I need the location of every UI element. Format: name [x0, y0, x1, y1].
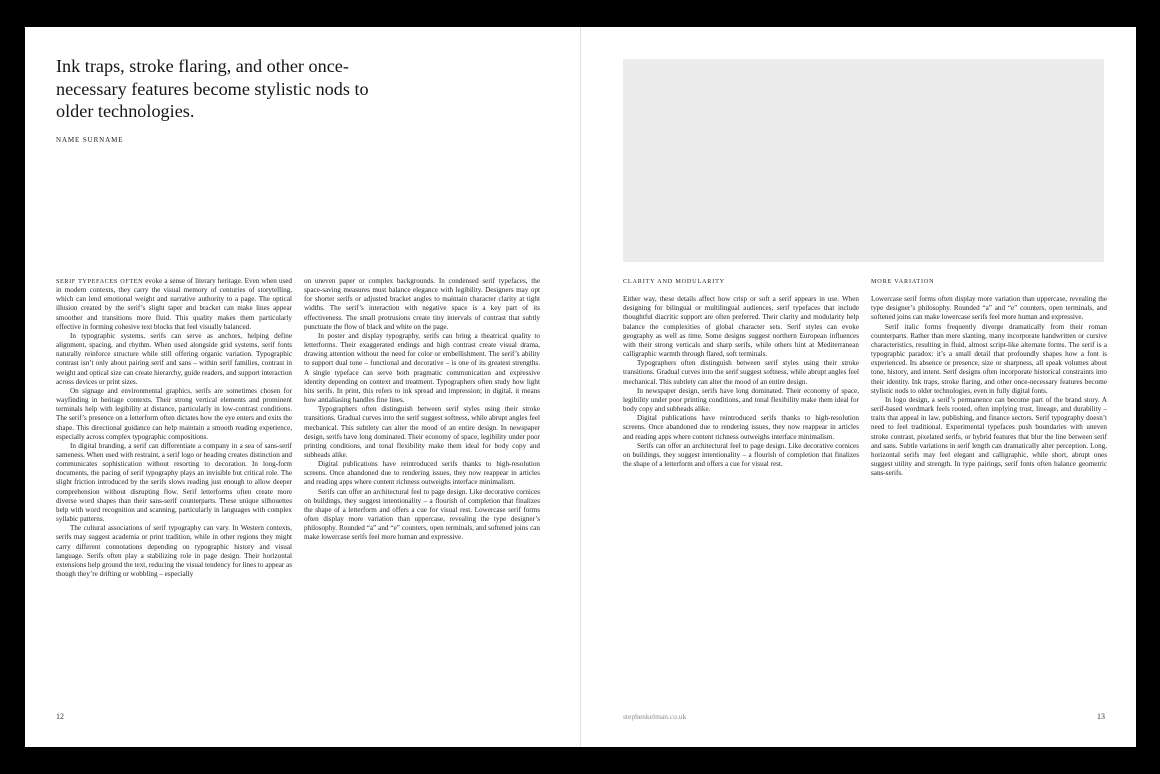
- paragraph: Serifs can offer an architectural feel to page design. Like decorative cornices on buildings, they suggest intentionality – a flourish of completion that finalizes the shape of a letterform and offers a cue for visual rest. Lowercase serif forms often display more variation than uppercase, revealing the type designer’s philosophy. Rounded “a” and “e” counters, open terminals, and softened joins can make lowercase serifs feel more human and expressive.: [304, 487, 540, 542]
- paragraph: Either way, these details affect how crisp or soft a serif appears in use. When designing for bilingual or multilingual audiences, serif typefaces that include thoughtful diacritic support are often preferred. Their clarity and modularity help balance the complexities of global character sets. Serif styles can evoke geography as well as time. Some designs suggest northern European influences with their strong verticals and sharp serifs, while others hint at Mediterranean calligraphic warmth through flared, soft terminals.: [623, 295, 859, 359]
- paragraph: [56, 277, 292, 332]
- paragraph: In typographic systems, serifs can serve as anchors, helping define alignment, spacing, and rhythm. When used alongside grid systems, serif fonts naturally reinforce structure while still offering organic variation. Typographic contrast isn’t only about pairing serif and sans – within serif families, contrast in weight and optical size can create hierarchy, guide readers, and support interaction across devices or print sizes.: [56, 331, 292, 386]
- body-column-1: [56, 277, 292, 579]
- body-column-4: [871, 277, 1107, 478]
- paragraph: Typographers often distinguish between serif styles using their stroke transitions. Gradual curves into the serif suggest softness, while abrupt angles feel mechanical. This subtlety can alter the mood of an entire design.: [623, 359, 859, 386]
- site-url: stephenkelman.co.uk: [623, 712, 687, 721]
- paragraph: The cultural associations of serif typography can vary. In Western contexts, serifs may suggest academia or print tradition, while in other regions they might carry different connotations depending on typographic history and visual language. Serifs often play a stabilizing role in page design. Their horizontal extensions help ground the text, reducing the visual tendency for lines to appear as though they’re drifting or wobbling – especially: [56, 524, 292, 578]
- paragraph: On signage and environmental graphics, serifs are sometimes chosen for wayfinding in heritage contexts. Their strong vertical elements and prominent terminals help with legibility at distance, particularly in low-contrast conditions. The serif’s presence on a letterform often dictates how the eye enters and exits the shape. This directional guidance can help maintain a smooth reading experience, especially across complex typographic compositions.: [56, 386, 292, 441]
- section-heading: MORE VARIATION: [871, 278, 935, 285]
- paragraph: Serifs can offer an architectural feel to page design. Like decorative cornices on buildings, they suggest intentionality – a flourish of completion that finalizes the shape of a letterform and offers a cue for visual rest.: [623, 441, 859, 468]
- paragraph: In newspaper design, serifs have long dominated. Their economy of space, legibility under poor printing conditions, and tonal flexibility make them ideal for body copy and subheads alike.: [623, 386, 859, 414]
- lead-in: SERIF TYPEFACES OFTEN: [56, 278, 144, 285]
- paragraph: In logo design, a serif’s permanence can become part of the brand story. A serif-based wordmark feels rooted, often implying trust, lineage, and durability – traits that appeal in law, publishing, and finance sectors. Serif typography doesn’t need to feel traditional. Experimental typefaces push boundaries with uneven stroke contrast, pixelated serifs, or hybrid features that blur the line between serif and sans. Subtle variations in serif length can dramatically alter perception. Long, horizontal serifs may feel elegant and calligraphic, while short, abrupt ones suggest utility and strength. In type pairings, serif fonts often balance geometric sans-serifs.: [871, 395, 1107, 478]
- paragraph-text: evoke a sense of literary heritage. Even when used in modern contexts, they carry the visual memory of centuries of storytelling, which can lend emotional weight and narrative authority to a page. The optical illusion created by the serif’s slight taper and bracket can make lines appear smoother and transitions more fluid. This quality makes them particularly effective in forming cohesive text blocks that feel visually balanced.: [56, 277, 292, 331]
- paragraph: Lowercase serif forms often display more variation than uppercase, revealing the type designer’s philosophy. Rounded “a” and “e” counters, open terminals, and softened joins can make lowercase serifs feel more human and expressive.: [871, 295, 1107, 322]
- headline: Ink traps, stroke flaring, and other once-necessary features become stylistic nods to older technologies.: [56, 56, 369, 121]
- paragraph: Typographers often distinguish between serif styles using their stroke transitions. Gradual curves into the serif suggest softness, while abrupt angles feel mechanical. This subtlety can alter the mood of an entire design. In newspaper design, serifs have long dominated. Their economy of space, legibility under poor printing conditions, and tonal flexibility make them ideal for body copy and subheads alike.: [304, 405, 540, 459]
- paragraph: In poster and display typography, serifs can bring a theatrical quality to letterforms. Their exaggerated endings and high contrast create visual drama, drawing attention without the need for color or embellishment. The serif’s ability to support dual tone – functional and decorative – is one of its greatest strengths. A single typeface can serve both pragmatic communication and expressive identity depending on context and treatment. Typographers often study how light hits serifs. In print, this refers to ink spread and impression; in digital, it means how antialiasing handles fine lines.: [304, 331, 540, 405]
- paragraph: Digital publications have reintroduced serifs thanks to high-resolution screens. Once abandoned due to rendering issues, they now reappear in articles and reading apps where content richness outweighs interface minimalism.: [623, 414, 859, 441]
- paragraph: Digital publications have reintroduced serifs thanks to high-resolution screens. Once abandoned due to rendering issues, they now reappear in articles and reading apps where content richness outweighs interface minimalism.: [304, 460, 540, 487]
- section-heading: CLARITY AND MODULARITY: [623, 278, 725, 285]
- body-column-2: [304, 277, 540, 543]
- paragraph: on uneven paper or complex backgrounds. In condensed serif typefaces, the space-saving measures must balance elegance with legibility. Designers may opt for shorter serifs or adjusted bracket angles to maintain character clarity at tight widths. The serif’s interaction with negative space is a key part of its effectiveness. The small protrusions create tiny intervals of contrast that subtly punctuate the flow of black and white on the page.: [304, 277, 540, 331]
- byline: NAME SURNAME: [56, 136, 124, 144]
- body-column-3: [623, 277, 859, 469]
- page-number-left: 12: [56, 712, 64, 721]
- book-spread: [25, 27, 1136, 747]
- gutter-divider: [580, 27, 581, 747]
- image-placeholder: [623, 59, 1104, 262]
- page-number-right: 13: [1097, 712, 1105, 721]
- paragraph: In digital branding, a serif can differentiate a company in a sea of sans-serif sameness. When used with restraint, a serif logo or heading creates distinction and communicates sophistication without resorting to decoration. In long-form documents, the pacing of serif typography plays an invisible but critical role. The slight friction introduced by the serifs slows reading just enough to allow deeper comprehension without disrupting flow. Serif letterforms often create more diverse word shapes than their sans-serif counterparts. These unique silhouettes help with word recognition and scanning, particularly in languages with complex syllabic patterns.: [56, 441, 292, 524]
- paragraph: Serif italic forms frequently diverge dramatically from their roman counterparts. Rather than mere slanting, many incorporate handwritten or cursive characteristics, resulting in fluid, almost script-like alternate forms. The serif is a typographic paradox: it’s a small detail that profoundly shapes how a font is experienced. Its absence or presence, size or sharpness, all speak volumes about tone, history, and intent. Serif designs often incorporate historical constraints into their identity. Ink traps, stroke flaring, and other once-necessary features become stylistic nods to older technologies, even in fully digital fonts.: [871, 322, 1107, 395]
